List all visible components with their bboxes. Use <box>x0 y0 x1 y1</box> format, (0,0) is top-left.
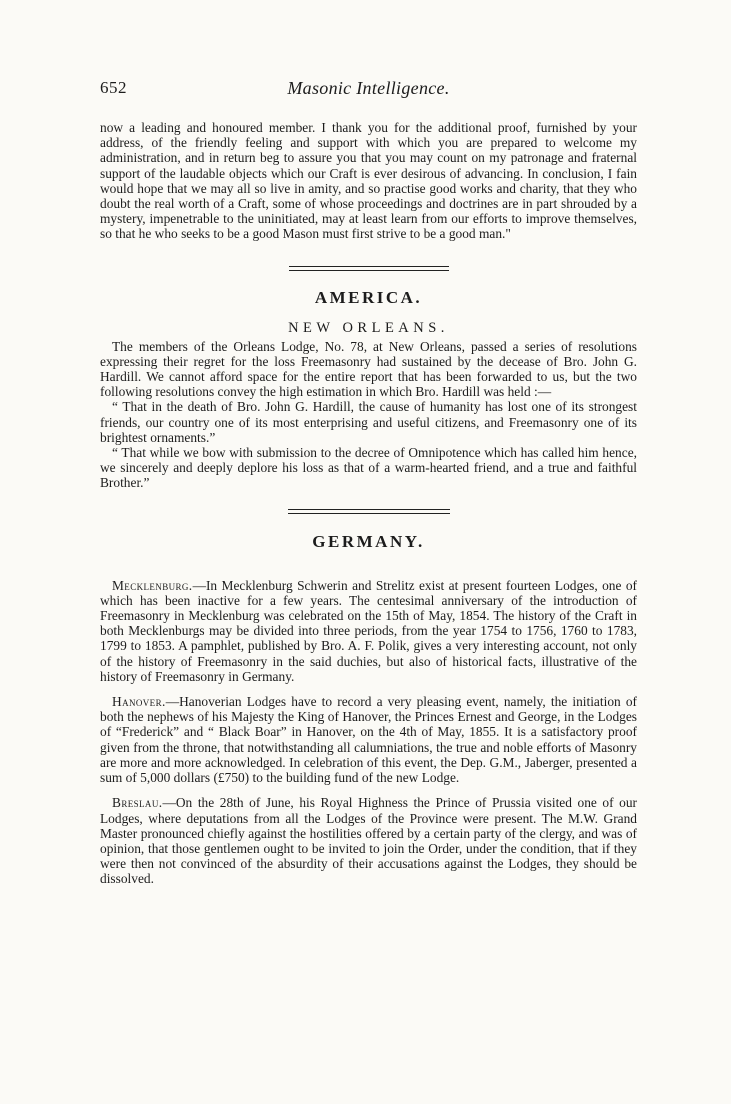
page-number: 652 <box>100 78 127 97</box>
paragraph-lead-mecklenburg: Mecklenburg. <box>112 577 193 593</box>
paragraph-text-hanover: —Hanoverian Lodges have to record a very pleasing event, namely, the initiation of both the nephews of his Majesty the King of Hanover, the Princes Ernest and George, in the Lodges of “Frederick” and “ Black Boar” in Hanover, on the 4th of May, 1855. It is a satisfactory proof given from the throne, that notwithstanding all calumniations, the true and noble efforts of Masonry are more and more acknowledged. In celebration of this event, the Dep. G.M., Jaberger, presented a sum of 5,000 dollars (£750) to the building fund of the new Lodge. <box>100 694 637 786</box>
section-divider-rule <box>288 509 450 514</box>
running-head: Masonic Intelligence. <box>287 78 450 98</box>
section-divider-rule <box>289 266 449 271</box>
paragraph-text-mecklenburg: —In Mecklenburg Schwerin and Strelitz exist at present fourteen Lodges, one of which has been inactive for a few years. The centesimal anniversary of the introduction of Freemasonry in Mecklenburg was celebrated on the 15th of May, 1854. The history of the Craft in both Mecklenburgs may be divided into three periods, from the year 1754 to 1756, 1760 to 1783, 1799 to 1853. A pamphlet, published by Bro. A. F. Polik, gives a very interesting account, not only of the history of Freemasonry in the said duchies, but also of historical facts, illustrative of the history of Freemasonry in Germany. <box>100 577 637 684</box>
page-header <box>100 78 637 102</box>
paragraph-text-breslau: —On the 28th of June, his Royal Highness the Prince of Prussia visited one of our Lodges, where deputations from all the Lodges of the Province were present. The M.W. Grand Master pronounced chiefly against the hostilities offered by a certain party of the clergy, and was of opinion, that those gentlemen ought to be invited to join the Order, under the condition, that if they were then not convinced of the absurdity of their accusations against the Lodges, they should be dissolved. <box>100 795 637 887</box>
america-resolution-1: “ That in the death of Bro. John G. Hardill, the cause of humanity has lost one of its strongest friends, our country one of its most enterprising and useful citizens, and Freemasonry one of its brightest ornaments.” <box>100 399 637 445</box>
intro-paragraph: now a leading and honoured member. I thank you for the additional proof, furnished by your address, of the friendly feeling and support with which you are prepared to welcome my administration, and in return beg to assure you that you may count on my patronage and fraternal support of the laudable objects which our Craft is ever desirous of advancing. In conclusion, I fain would hope that we may all so live in amity, and so practise good works and charity, that they who doubt the real worth of a Craft, some of whose proceedings and doctrines are in part shrouded by a mystery, impenetrable to the uninitiated, may at least learn from our efforts to improve themselves, so that he who seeks to be a good Mason must first strive to be a good man." <box>100 120 637 242</box>
germany-paragraph-mecklenburg <box>100 578 637 684</box>
subheading-new-orleans: NEW ORLEANS. <box>288 319 449 336</box>
section-title-america: AMERICA. <box>314 287 423 307</box>
america-paragraph: The members of the Orleans Lodge, No. 78, at New Orleans, passed a series of resolutions expressing their regret for the loss Freemasonry had sustained by the decease of Bro. John G. Hardill. We cannot afford space for the entire report that has been forwarded to us, but the two following resolutions convey the high estimation in which Bro. Hardill was held :— <box>100 338 637 400</box>
paragraph-lead-breslau: Breslau. <box>112 795 163 811</box>
germany-paragraph-hanover <box>100 694 637 785</box>
paragraph-lead-hanover: Hanover. <box>112 694 166 710</box>
america-resolution-2: “ That while we bow with submission to the decree of Omnipotence which has called him hence, we sincerely and deeply deplore his loss as that of a warm-hearted friend, and a true and faithful Brother.” <box>100 445 637 491</box>
page-body <box>100 120 637 887</box>
germany-paragraph-breslau <box>100 795 637 886</box>
section-title-germany: GERMANY. <box>312 531 425 551</box>
